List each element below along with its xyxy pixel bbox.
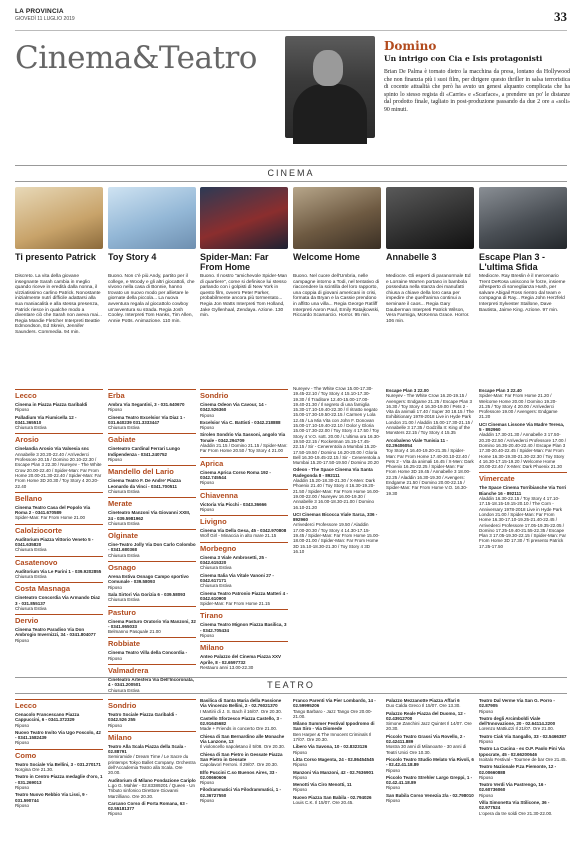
- venue-name: Filodrammatici Via Filodrammatici, 1 - 02.36727550: [200, 787, 281, 798]
- feature-title: Domino: [384, 39, 437, 53]
- listing-column: [293, 696, 381, 805]
- venue-name: Libero Via Savona, 10 - 02.8323126: [293, 744, 368, 750]
- venue-name: The Space Cinema Torribianche Via Torri Bianche 16 - 892111: [479, 485, 567, 496]
- venue-name: Cinema Aprica Corso Roma 192 - 0342.745544: [200, 469, 271, 480]
- showtimes: Riposo: [479, 739, 494, 745]
- venue-name: UCI Cinemas Bicocca Viale Sarca, 336 - 892960: [293, 511, 378, 523]
- venue-name: Teatro Ciak Via Sangallo, 33 - 02.5466387: [479, 733, 567, 739]
- venue-name: Arcobaleno Viale Tunisia 11 - 02.29406054: [386, 437, 448, 448]
- listing-column: [293, 386, 381, 554]
- city-heading: Costa Masnaga: [15, 582, 103, 593]
- city-heading: Lecco: [15, 699, 103, 710]
- venue-name: Teatro Nuovo Rebbio Via Lissi, 9 - 031.590744: [15, 792, 88, 803]
- showtimes: Riposo: [479, 708, 494, 714]
- venue-name: Auditorium Piazza Vittorio Veneto 5 - 0341.635820: [15, 536, 94, 548]
- city-heading: Valmadrera: [108, 664, 196, 675]
- showtimes: Riposo: [108, 722, 123, 728]
- listing-column: [108, 696, 196, 817]
- listing-column: [108, 386, 196, 693]
- showtimes: Riposo: [15, 784, 30, 790]
- showtimes: Riposo: [108, 811, 123, 817]
- film-review: [108, 187, 196, 324]
- showtimes: I Martirii di J. S. Bach il 16/07. Ore 20.30.: [200, 708, 283, 714]
- city-heading: Tirano: [200, 609, 288, 620]
- venue-name: Cinema 3 Viale Ambrosetti, 25 - 0342.615320: [200, 554, 267, 566]
- showtimes: Nureyev - The White Crow 16.20-19.15 / Avengers: Endgame 21.25 / Escape Plan 3 16.30 / Toy Story 4 16.30-19.00 / Pets 2 - Vita da animali 17.40 / Super 30 18.15 / The Exhibitionary 1978-2018 Live in Hyde Park London 21.00 / Aladdin 15.00-17.30-21.15 / Annabelle 3 17.35 / Godzilla II: King of the Monsters 22.15 / Toy Story 4 15.35: [386, 393, 474, 436]
- film-review-text: Buono. Nel cuore dell'Umbria, nelle campagne intorno a Todi, nel tentativo di riaccendere la scintilla del loro rapporto, una coppia di giovani americani in crisi, formata da Bryan e la Cassie prendono in affitto una villa... Regia George Ratliff Interpreti Aaron Paul, Emily Ratajkowski, Riccardo Scamarcio. Horror. 95 min.: [293, 274, 380, 319]
- showtimes: Riposo: [293, 787, 308, 793]
- showtimes: Riposo: [108, 655, 123, 661]
- film-still: [15, 187, 103, 249]
- showtimes: Chiusura Estiva: [15, 605, 47, 611]
- showtimes: Il violoncello napoletano il 5/08. Ore 20.30.: [200, 744, 286, 750]
- venue-name: Cineteatro Cardinal Ferrari Lungo Indipendenza - 0341.240752: [108, 446, 181, 457]
- city-heading: Gabiate: [108, 433, 196, 444]
- venue-name: Sirolen Sondrio Via Sassoni, angolo Via Tonale - 0342.294709: [200, 432, 286, 443]
- film-review-text: Discreto. La vita della giovane insegnante Sarah cambia in meglio quando riceve in eredità dalla nonna, il vizziatissimo carlino Patrick. Nonostante inizialmente nutrì difficile adattarsi alla sua maniacalità e alla stessa presenza, Patrick riesce in qualche modo a diventare ciò che Sarah non aveva mai... Regia Mandie Fletcher Interpreti Beattie Edmondson, Ed Skrein, Jennifer Saunders. Commedia. 94 min.: [15, 274, 102, 335]
- film-review-text: Mediocre. Gli esperti di paranormale Ed e Lorraine Warren portano in bambola posseduta nella stanza dei manufatti chiusa a chiave della loro casa per impedire che quell'anima continui a seminare il caos... Regia Gary Dauberman Interpreti Patrick Wilson, Vera Farmiga, McKenna Grace. Horror. 106 min.: [386, 274, 471, 324]
- listing-column: [386, 696, 474, 803]
- film-title: Toy Story 4: [108, 252, 157, 262]
- city-heading: Sondrio: [200, 389, 288, 400]
- venue-name: Escape Plan 3 22.40: [479, 388, 522, 393]
- film-title: Spider-Man: Far From Home: [200, 252, 269, 272]
- venue-name: Manzoni Via Manzoni, 42 - 02.7636901: [293, 769, 374, 775]
- venue-name: Auditorium Via Le Parini 1 - 039.9202855: [15, 568, 102, 574]
- venue-name: Nuovo Teatro Invito Via Ugo Foscolo, 42 - 0341.1582439: [15, 729, 101, 741]
- city-heading: Morbegno: [200, 542, 288, 553]
- page-header: [15, 8, 567, 31]
- venue-name: Cinema Teatro Paradiso Via Don Ambrogio Invernizzi, 34 - 0341.804077: [15, 627, 96, 638]
- showtimes: Riposo: [386, 798, 401, 804]
- showtimes: Lorenzo Mattiuzzi Il 21/07. Ore 21.00.: [479, 726, 555, 732]
- showtimes: Aladdin 17.30-21.30 / Annabelle 3 17.50-20.20-22.50 / Arrivederci Professore 17.00 / Domino 16.35-20.40-22.40 / Escape Plan 3 17.30-20.40-22.45 / Spider-Man: Far From Home 16.30-19.30-21.30-22.30 / Toy Story 4 16.30-17.15-19.20 / Welcome Home 20.00-22.40 / X-Men: Dark Phoenix 21.30: [479, 432, 567, 470]
- city-heading: Lecco: [15, 389, 103, 400]
- showtimes: Nureyev - The White Crow 15.00-17.30-19.45-22.10 / Toy Story 4 15.10-17.30-19.30 / Il Traditore 12.40-15.00-17.00-19.40-21.30 / Il segreto di una famiglia 15.30-17.10-19.40-22.30 / Il ritratto negato 15.00-17.30-19.50-22.15 / Carmen y Lola 12.45 / La Mia Vita con John F. Donovan 15.00-17.10-19.40-22.10 / Dolor y Gloria 15.00-17.30-22.00 / Toy Story 4 17.50 / Toy Story 4 V.O. sott. 20.00 / L'ultima ora 16.30-19.50-22.15 / Rocketman 15.15-17.45-22.15 / Sir - Cenerentola a Mumbai 15.20-17.50-19.50 / Domino 16.20-20.00 / Gloria Bell 16.30-19.45-22.15 / Sir - Cenerentola a Mumbai 15.20-17.50-19.50 / Domino 20.20: [293, 386, 381, 466]
- venue-name: Cinema Pasturo Oratorio Via Manzoni, 32 - 0341.955033: [108, 618, 196, 629]
- film-title: Annabelle 3: [386, 252, 437, 262]
- publication-name: LA PROVINCIA: [15, 8, 64, 15]
- city-heading: Calolziocorte: [15, 524, 103, 535]
- venue-name: Cinelandia Arosio Via Valsesia snc: [15, 446, 90, 452]
- feature-text: Brian De Palma è tornato dietro la macchina da presa, lontano da Hollywood che non finanzia più i suoi film, per dirigere questo thriller in salsa terroristica di cocente attualità che però ha avuto un genesi alquanto complicata che ha spinto lo stesso regista di «Carrie» e «Scarface», a prendere un po' le distanze dal prodotto finale, tagliato in post-produzione passando da due 2 ore a «soli» 90 minuti.: [384, 69, 570, 113]
- venue-name: Piccolo Teatro Strehler Largo Greppi, 1 - 02.42.41.18.89: [386, 774, 473, 786]
- film-title: Escape Plan 3 - L'ultima Sfida: [479, 252, 546, 272]
- film-title: Ti presento Patrick: [15, 252, 96, 262]
- city-heading: Dervio: [15, 614, 103, 625]
- venue-name: Palazzo Mezzanotte Piazza Affari 6: [386, 698, 460, 703]
- venue-name: Litta Corso Magenta, 24 - 02.86454545: [293, 756, 375, 762]
- showtimes: L.go G. Mahler - 02.83389201 / Queen - Un Tributo sinfonico Direttore Giovanni Marzilliano. Ore 20.30.: [108, 782, 196, 799]
- showtimes: Riposo: [479, 774, 494, 780]
- showtimes: Annabelle 3 20.20-22.40 / Arrivederci Professore 20.15 / Domino 20.10-22.30 / Escape Plan 3 22.30 / Nureyev - The White Crow 20.00-22.40 / Spider-Man: Far From Home 20.00-21.30-22.40 / Spider-Man: Far From Home 3D 20.30 / Toy Story 4 20.20-22.40: [15, 451, 102, 489]
- showtimes: Chiusura Estiva: [108, 687, 140, 693]
- showtimes: Duo Calda Greco Il 15/07. Ore 13.30.: [386, 703, 461, 709]
- showtimes: Chiusura Estiva: [108, 552, 140, 558]
- showtimes: Riposo: [108, 584, 123, 590]
- venue-name: Teatro in Centro Piazza medaglie d'oro, 1 - 031.269013: [15, 774, 103, 785]
- showtimes: Aladdin 16.30-22.15 / Toy Story 4 17.10-17.15-18.15-19.15-20.10 / The Corn - Anniversary 1978-2018 Live in Hyde Park London 21.00 / Spider-Man: Far From Home 16.30-17.10-19.25-21.40-22.45 / Arrivederci Professore 17.05-19.35-22.05 / Domino 17.25-19.40-21.55-22.35 / Escape Plan 3 17.05-19.30-22.15 / Spider-Man: Far From Home 3D 17.30 / Ti presento Patrick 17.25-17.50: [479, 496, 567, 549]
- listing-column: [479, 696, 567, 816]
- showtimes: Chiusura Estiva: [15, 573, 47, 579]
- venue-name: Cineteatro Manzoni Via Giovanni XXIII, 24 - 039.5981962: [108, 510, 191, 521]
- film-review-text: Mediocre. Ray Breslin è il mercenario Trent DeRosa uniscono le forze, insieme all'esperto di sorveglianza Hush, per salvare Abigail Ross rientro dal team e compagna di Ray... Regia John Herzfeld Interpreti Sylvester Stallone, Dave Bautista, Jaime King. Azione. 97 min.: [479, 274, 566, 313]
- listing-column: [200, 696, 288, 803]
- venue-name: Nuovo Piazza San Babila - 02.794026: [293, 794, 372, 800]
- city-heading: Pasturo: [108, 606, 196, 617]
- venue-name: Cinema Teatro F. De Andre' Piazza Leonardo da Vinci - 0341.700511: [108, 478, 181, 489]
- film-review-text: Buono. Non c'è più Andy, partito per il college, e Woody e gli altri giocattoli, che vivono nella casa di Bonnie, hanno trovato un nuovo modo per allietare le giornate della piccola... La nuova avventura regala al giocattolo cowboy un'avventura su strada. Regia Josh Cooley. Interpreti Tom Hanks, Tim Allen, Annie Potts. Animazione. 110 min.: [108, 274, 195, 324]
- film-title: Welcome Home: [293, 252, 360, 262]
- showtimes: Toy Story 4 16.40-19.20-21.35 / Spider-Man: Far From Home 17.40-20.10-22.40 / Pets 2 - Vita da animali 16.45 / X-Men: Dark Phoenix 16.25-22.25 / Spider-Man: Far From Home 3D 19.45 / Annabelle 3 18.00-22.25 / Aladdin 16.30-19.30 / Avengers: Endgame 21.50 / Domino 20.00-22.15 / Spider-Man: Far From Home V.O. 16.30-19.30: [386, 448, 474, 496]
- venue-name: Chiesa di San Bernardino alle Monache Via Lanzone, 13: [200, 733, 285, 745]
- venue-name: Cine-Teatro Jolly Via Don Carlo Colombo - 0341.680368: [108, 542, 196, 553]
- showtimes: Riposo: [293, 749, 308, 755]
- venue-name: Castello Sforzesco Piazza Castello, 3 - 02.91645682: [200, 715, 282, 727]
- film-review: [200, 187, 288, 319]
- showtimes: Spider-Man: Far From Home 21.20 / Welcome Home 20.00 / Domino 19.20-21.25 / Toy Story 4 20.00 / Arrivederci Professore 19.00 / Avengers: Endgame 21.20: [479, 393, 558, 420]
- venue-name: Teatro Sociale Via Bellini, 3 - 031.270171: [15, 761, 101, 767]
- showtimes: Chiusura Estiva: [108, 425, 140, 431]
- venue-name: Cineteatro Artesfera Via Dell'Incoronata, 4 - 0341.200501: [108, 677, 194, 688]
- showtimes: Spider-Man: Far From Home 21.00: [15, 515, 86, 521]
- city-heading: Chiavenna: [200, 489, 288, 500]
- venue-name: Chiesa di San Pietro in Gessate Piazza San Pietro in Gessate: [200, 751, 283, 762]
- showtimes: Riposo: [108, 407, 123, 413]
- city-heading: Milano: [108, 731, 196, 742]
- issue-date: GIOVEDÌ 11 LUGLIO 2019: [15, 16, 75, 22]
- showtimes: Riposo: [15, 407, 30, 413]
- venue-name: Teatro La Cucina - ex O.P. Paolo Pini Via Ippocrate, 45 - 02.66200646: [479, 746, 565, 757]
- showtimes: Chiusura Estiva: [200, 583, 232, 589]
- film-review: [479, 187, 567, 313]
- feature-photo: [285, 36, 375, 138]
- listing-column: [479, 386, 567, 549]
- city-heading: Livigno: [200, 515, 288, 526]
- film-still: [386, 187, 474, 249]
- showtimes: Isoitalo Festival - Tournee de bar Ore 21.45.: [479, 756, 567, 762]
- showtimes: Riposo: [200, 633, 215, 639]
- showtimes: Tango Barbaro - Jazz Tango Ore 20.00-21.00.: [293, 708, 372, 719]
- city-heading: Erba: [108, 389, 196, 400]
- showtimes: Chiusura Estiva: [200, 565, 232, 571]
- city-heading: Vimercate: [479, 472, 567, 483]
- city-heading: Bellano: [15, 492, 103, 503]
- venue-name: Palladium Via Fiumicella 12 - 0341.365510: [15, 414, 77, 425]
- venue-name: Victoria Via Picchi - 0343.36666: [200, 501, 267, 507]
- showtimes: Riposo: [200, 480, 215, 486]
- film-still: [293, 187, 381, 249]
- venue-name: Cinema Odeon Via Cavour, 14 - 0342.526360: [200, 402, 267, 413]
- venue-name: Teatro degli Arcimboldi Viale dell'Innovazione, 20 - 02.64114.2200: [479, 715, 556, 727]
- film-review-text: Buono. Il nostro "amichevole Spider-Man di quartiere", come si definisce lui stesso parlando con i golpisti di New York in questo film, ovvero Peter Parker, probabilmente ancora più tormentato... Regia Jon Watts Interpreti Tom Holland, Jake Gyllenhaal, Zendaya. Azione. 130 min.: [200, 274, 288, 319]
- showtimes: Capolavori Ferroni. Il 29/07. Ore 20.30.: [200, 762, 279, 768]
- city-heading: Sondrio: [108, 699, 196, 710]
- venue-name: Teatro Verdi Via Pastrengo, 16 - 02.60736060: [479, 782, 547, 793]
- film-review: [15, 187, 103, 336]
- venue-name: Elfo Puccini C.so Buenos Aires, 33 - 02.00660606: [200, 769, 278, 780]
- venue-name: UCI Cinemas Lissone Via Madre Teresa, 5 - 892960: [479, 421, 565, 433]
- venue-name: Basilica di Santa Maria della Passione Via Vincenzo Bellini, 2 - 02.76021370: [200, 698, 282, 709]
- showtimes: Riposo: [479, 792, 494, 798]
- venue-name: Arena Estiva Osnago Campo sportivo Comunale - 039.58093: [108, 574, 189, 585]
- showtimes: Riposo: [15, 722, 30, 728]
- showtimes: Simone Zanchini Jazz Quintet Il 14/07. Ore 20.30.: [386, 721, 472, 732]
- venue-name: Excelsior Via C. Battisti - 0342.218888: [200, 419, 281, 425]
- venue-name: Teatro Sociale Piazza Garibaldi - 0342.526 255: [108, 712, 177, 723]
- teatro-section-band: TEATRO: [15, 677, 567, 694]
- venue-name: San Babila Corso Venezia 2/a - 02.798010: [386, 792, 474, 798]
- city-heading: Casatenovo: [15, 556, 103, 567]
- listing-column: [200, 386, 288, 670]
- venue-name: Cinema Teatro Casa del Popolo Via Roma 2 - 0341.670589: [15, 504, 91, 516]
- venue-name: Cinema in Piazza Piazza Garibaldi: [15, 402, 88, 407]
- page-number: 33: [554, 9, 567, 24]
- film-review: [386, 187, 474, 324]
- showtimes: Riposo: [15, 802, 30, 808]
- venue-name: Piccolo Teatro Studio Melato Via Rivoli, 6 - 02.42.41.18.89: [386, 756, 474, 768]
- showtimes: Riposo: [200, 425, 215, 431]
- film-still: [108, 187, 196, 249]
- venue-name: Odeon - The Space Cinema Via Santa Radegonda 8 - 892111: [293, 467, 373, 478]
- showtimes: Chiusura Estiva: [108, 488, 140, 494]
- showtimes: Made + Friends in concerto Ore 21.00.: [200, 726, 278, 732]
- feature-article: [384, 40, 570, 115]
- city-heading: Olginate: [108, 529, 196, 540]
- showtimes: Norgina Ore 21.30.: [15, 767, 54, 773]
- showtimes: Belmanno Pasquale 21.00: [108, 629, 161, 635]
- showtimes: Aladdin 21.15 / Domino 21.15 / Spider-Man: Far From Home 20.50 / Toy Story 4 21.00: [200, 443, 288, 454]
- showtimes: Riposo: [15, 740, 30, 746]
- film-review: [293, 187, 381, 319]
- showtimes: Riposo: [386, 785, 401, 791]
- venue-name: Cinema Via Della Gesa, 45 - 0342.970808: [200, 528, 287, 534]
- listing-column: [15, 386, 103, 643]
- showtimes: Riposo: [293, 774, 308, 780]
- showtimes: Chiusura Estiva: [15, 547, 47, 553]
- showtimes: Restauro anni 13.00-22.30: [200, 664, 254, 670]
- showtimes: L'opera da tre soldi Ore 21.30-22.00.: [479, 810, 553, 816]
- venue-name: Teatro Nazionale P.za Piemonte, 12 - 02.00660888: [479, 764, 557, 775]
- venue-name: Cinema Teatro Patronio Piazza Matteri 4 - 0342.610900: [200, 590, 288, 601]
- venue-name: Piccolo Teatro Grassi Via Rovello, 2 - 02.42411.889: [386, 733, 466, 745]
- venue-name: Carcano Corso di Porta Romana, 63 - 02.55181377: [108, 800, 188, 812]
- city-heading: Robbiate: [108, 637, 196, 648]
- venue-name: Anteo Palazzo del Cinema Piazza XXV Aprile, 8 - 02.6597732: [200, 654, 282, 665]
- city-heading: Aprica: [200, 457, 288, 468]
- showtimes: Riposo: [200, 798, 215, 804]
- showtimes: Wolf Girl - Minaccia in alto mare 21.15: [200, 533, 277, 539]
- showtimes: Spider-Man: Far From Home 21.15: [200, 601, 271, 607]
- showtimes: Riposo: [386, 767, 401, 773]
- city-heading: Milano: [200, 641, 288, 652]
- venue-name: Cenacolo Francescano Piazza Cappuccini, 6 - 0341.372329: [15, 712, 80, 723]
- showtimes: Riposo: [108, 457, 123, 463]
- venue-name: Sala Sirtori Via Gorizia 6 - 039.58093: [108, 591, 186, 597]
- venue-name: Palazzo Reale Piazza del Duomo, 12 - 02.43912700: [386, 710, 466, 721]
- feature-subtitle: Un intrigo con Cia e Isis protagonisti: [384, 54, 543, 63]
- venue-name: Villa Simonetta Via Stilicone, 36 - 02.977524: [479, 800, 550, 811]
- showtimes: Riposo: [200, 506, 215, 512]
- venue-name: Cinema Teatro Villa della Concordia -: [108, 650, 188, 656]
- film-still: [200, 187, 288, 249]
- venue-name: Cinema Teatro Mignon Piazza Basilica, 3 - 0342.705434: [200, 622, 287, 633]
- showtimes: Chiusura Estiva: [108, 597, 140, 603]
- showtimes: Louis C.K. Il 15/07. Ore 20.45.: [293, 800, 354, 806]
- showtimes: Riposo: [15, 637, 30, 643]
- film-still: [479, 187, 567, 249]
- city-heading: Mandello del Lario: [108, 465, 196, 476]
- listing-column: [15, 696, 103, 808]
- showtimes: Ben Harper & The Innocent Criminals Il 17/07. Ore 20.30.: [293, 731, 372, 743]
- figure-body: [293, 84, 367, 144]
- venue-name: Escape Plan 3 22.00: [386, 388, 429, 393]
- showtimes: Chiusura Estiva: [15, 425, 47, 431]
- showtimes: Riposo: [200, 780, 215, 786]
- city-heading: Osnago: [108, 561, 196, 572]
- showtimes: Chiusura Estiva: [108, 520, 140, 526]
- city-heading: Como: [15, 749, 103, 760]
- city-heading: Merate: [108, 497, 196, 508]
- showtimes: Arrivederci Professore 19.50 / Aladdin 17.00-20.30 / Toy Story 4 14.30-17.15-19.45 / Spider-Man: Far From Home 15.00-18.00-21.00 / Spider-Man: Far From Home 3D 15.10-18.30-21.30 / Toy Story 4 3D 16.10: [293, 522, 380, 554]
- showtimes: Semiramide / Dream Time / Le Sacre du printemps Tokyo Ballet Company. Orchestra dell'Accademia Teatro alla Scala. Ore 20.00.: [108, 754, 196, 776]
- figure-face: [313, 50, 343, 86]
- venue-name: Cineteatro Concordia Via Armando Diaz 3 - 031.855137: [15, 595, 101, 606]
- venue-name: Franco Parenti Via Pier Lombardo, 14 - 02.59995206: [293, 698, 376, 709]
- venue-name: Ambra Via Segantini, 3 - 031.640670: [108, 402, 185, 407]
- showtimes: Riposo: [200, 412, 215, 418]
- showtimes: Mostra 30 anni di Milanoarte - 30 anni di Teatri Unici Ore 10.30.: [386, 744, 467, 755]
- showtimes: Aladdin 15.20-18.30-21.30 / X-Men: Dark Phoenix 21.40 / Toy Story 4 16.30-19.20-21.50 / Spider-Man: Far From Home 16.00-19.00-22.00 / Nureyev 16.00-19.30 / Annabelle 3 16.00-18.30-21.00 / Domino 16.10-21.20: [293, 478, 380, 510]
- venue-name: Milano Summer Festival Ippodromo di San Siro - Via Diomede: [293, 721, 375, 732]
- showtimes: Riposo: [293, 762, 308, 768]
- venue-name: Teatro Dal Verme Via San G. Porro - 02.87905: [479, 698, 555, 709]
- city-heading: Arosio: [15, 433, 103, 444]
- venue-name: Cinema Teatro Excelsior Via Diaz 1 - 031.640239 031.3333447: [108, 414, 186, 425]
- venue-name: Teatro Alla Scala Piazza della Scala - 02.88791: [108, 743, 187, 755]
- section-masthead: Cinema&Teatro: [15, 40, 257, 76]
- venue-name: Auditorium di Milano Fondazione Cariplo: [108, 777, 196, 783]
- venue-name: Cinema Italia Via Vitale Vanoni 27 - 0342.617171: [200, 572, 274, 583]
- cinema-section-band: CINEMA: [15, 165, 567, 182]
- venue-name: Menotti Via Ciro Menotti, 11: [293, 782, 352, 788]
- listing-column: [386, 386, 474, 496]
